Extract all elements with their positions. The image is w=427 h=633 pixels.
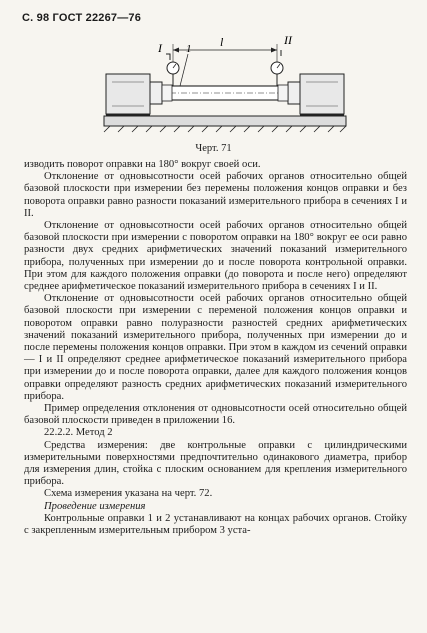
document-body <box>24 159 407 537</box>
dial-indicator-right <box>271 62 283 86</box>
base-plate <box>104 116 346 126</box>
subheading: Проведение измерения <box>44 500 146 512</box>
label-section-ii: II <box>284 33 292 47</box>
paragraph: Схема измерения указана на черт. 72. <box>44 488 213 500</box>
paragraph: изводить поворот оправки на 180° вокруг своей оси. <box>24 159 261 170</box>
label-length-l: l <box>220 35 224 49</box>
figure-71-diagram <box>100 30 350 138</box>
paragraph: Отклонение от одновысотности осей рабочих органов относительно общей базовой плоскости при измерении без перемены положения концов оправки и без поворота оправки равно разности показаний измерительного прибора в сечениях I и II. <box>24 171 407 219</box>
section-heading: 22.2.2. Метод 2 <box>44 427 113 439</box>
leader-line-1 <box>180 54 188 86</box>
label-part-1: 1 <box>186 43 192 55</box>
label-section-i: I <box>158 41 162 55</box>
paragraph: Средства измерения: две контрольные оправки с цилиндрическими измерительными поверхностями предпочтительно одинакового диаметра, прибор для измерения длин, стойка с плоским основанием для крепления измерительного прибора. <box>24 439 407 488</box>
right-tailstock <box>288 74 344 116</box>
dial-indicator-left <box>167 62 179 86</box>
paragraph: Отклонение от одновысотности осей рабочих органов относительно общей базовой плоскости при измерении с переменой положения концов оправки и поворотом оправки равно полуразности разностей средних арифметических значений показаний измерительного прибора, полученных при измерении до и после перемены положения концов оправки. При этом в каждом из сечений оправки — I и II определяют среднее арифметическое показаний измерительного прибора при измерении до и после поворота оправки, далее для каждого положения концов оправки определяют разность средних арифметических показаний измерительного прибора. <box>24 293 407 402</box>
paragraph: Отклонение от одновысотности осей рабочих органов относительно общей базовой плоскости при измерении с поворотом оправки на 180° вокруг ее оси равно разности двух средних арифметических значений показаний измерительного прибора, полученных при измерении до и после поворота контрольной оправки. При этом для каждого положения оправки (до поворота и после него) определяют среднее арифметическое показаний измерительного прибора в сечениях I и II. <box>24 220 407 293</box>
paragraph: Пример определения отклонения от одновысотности осей относительно общей базовой плоскости приведен в приложении 16. <box>24 403 407 427</box>
section-marker-i <box>166 54 170 60</box>
page-header: С. 98 ГОСТ 22267—76 <box>22 12 142 24</box>
paragraph: Контрольные оправки 1 и 2 устанавливают на концах рабочих органов. Стойку с закрепленным измерительным прибором 3 уста- <box>24 512 407 537</box>
figure-caption: Черт. 71 <box>195 143 232 154</box>
test-mandrel <box>162 85 288 101</box>
left-headstock <box>106 74 162 116</box>
